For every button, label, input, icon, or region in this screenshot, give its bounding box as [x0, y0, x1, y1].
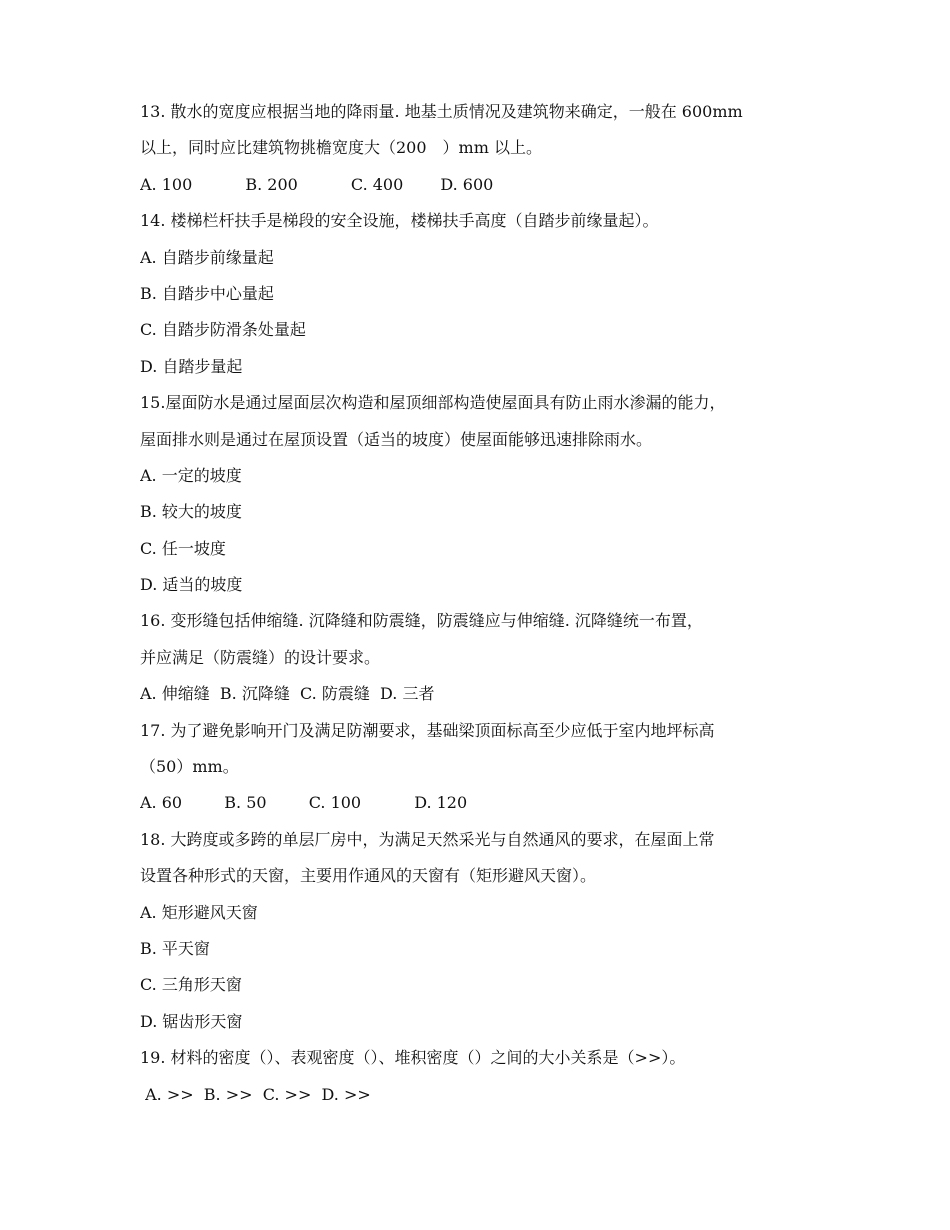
- question-text-line: 19. 材料的密度（）、表观密度（）、堆积密度（）之间的大小关系是（>>）。: [140, 1048, 686, 1068]
- option-c: C. 三角形天窗: [140, 975, 242, 995]
- question-text-line: 15.屋面防水是通过屋面层次构造和屋顶细部构造使屋面具有防止雨水渗漏的能力，: [140, 393, 726, 413]
- option-b: B. 平天窗: [140, 938, 210, 958]
- question-text-line: 16. 变形缝包括伸缩缝. 沉降缝和防震缝，防震缝应与伸缩缝. 沉降缝统一布置，: [140, 611, 703, 631]
- option-a: A. 一定的坡度: [140, 465, 242, 485]
- question-text-line: 并应满足（防震缝）的设计要求。: [140, 647, 381, 667]
- option-d: D. 锯齿形天窗: [140, 1011, 243, 1031]
- option-d: D. 自踏步量起: [140, 356, 243, 376]
- question-text-line: 屋面排水则是通过在屋顶设置（适当的坡度）使屋面能够迅速排除雨水。: [140, 429, 653, 449]
- option-c: C. 自踏步防滑条处量起: [140, 320, 306, 340]
- question-text-line: 设置各种形式的天窗，主要用作通风的天窗有（矩形避风天窗）。: [140, 866, 597, 886]
- options-line: A. 100 B. 200 C. 400 D. 600: [140, 174, 494, 194]
- question-19: [140, 1040, 820, 1113]
- options-line: A. 60 B. 50 C. 100 D. 120: [140, 793, 468, 813]
- question-text-line: 13. 散水的宽度应根据当地的降雨量. 地基土质情况及建筑物来确定，一般在 600mm: [140, 102, 743, 121]
- question-15: [140, 385, 820, 603]
- question-14: [140, 203, 820, 385]
- options-line: A. 伸缩缝 B. 沉降缝 C. 防震缝 D. 三者: [140, 684, 435, 704]
- option-d: D. 适当的坡度: [140, 575, 243, 595]
- options-line: A. >> B. >> C. >> D. >>: [140, 1084, 371, 1104]
- document-page: [140, 94, 820, 1113]
- question-16: [140, 603, 820, 712]
- question-text-line: 14. 楼梯栏杆扶手是梯段的安全设施，楼梯扶手高度（自踏步前缘量起）。: [140, 211, 659, 231]
- option-b: B. 自踏步中心量起: [140, 283, 274, 303]
- option-a: A. 自踏步前缘量起: [140, 247, 274, 267]
- question-text-line: （50）mm。: [140, 757, 239, 777]
- question-18: [140, 822, 820, 1040]
- question-17: [140, 713, 820, 822]
- question-text-line: 18. 大跨度或多跨的单层厂房中，为满足天然采光与自然通风的要求，在屋面上常: [140, 829, 715, 849]
- option-b: B. 较大的坡度: [140, 502, 242, 522]
- question-13: [140, 94, 820, 203]
- option-c: C. 任一坡度: [140, 538, 226, 558]
- option-a: A. 矩形避风天窗: [140, 902, 258, 922]
- question-text-line: 17. 为了避免影响开门及满足防潮要求，基础梁顶面标高至少应低于室内地坪标高: [140, 720, 715, 740]
- question-text-line: 以上，同时应比建筑物挑檐宽度大（200 ）mm 以上。: [140, 138, 542, 158]
